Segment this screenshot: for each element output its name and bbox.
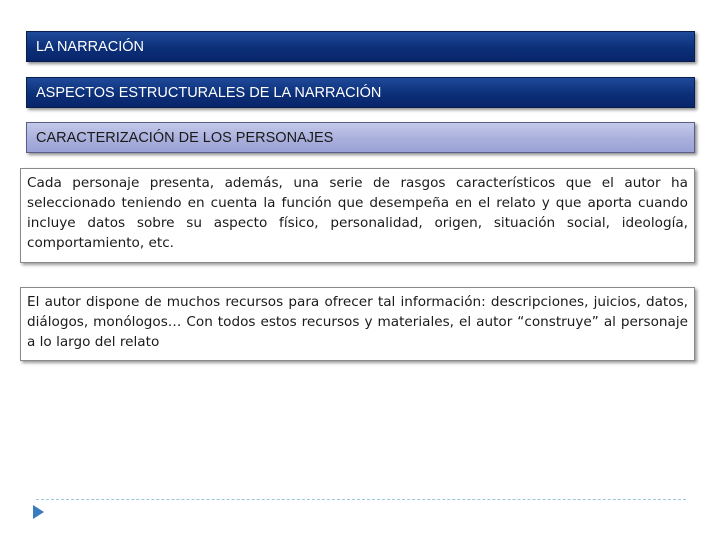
subtitle-band [26,77,695,108]
subtitle-text: ASPECTOS ESTRUCTURALES DE LA NARRACIÓN [36,84,382,101]
section-text: CARACTERIZACIÓN DE LOS PERSONAJES [36,129,334,146]
title-band [26,31,695,62]
title-text: LA NARRACIÓN [36,38,144,55]
paragraph-text-2: El autor dispone de muchos recursos para ofrecer tal información: descripciones, juicios, datos, diálogos, monólogos… Con todos estos recursos y materiales, el autor “construye” al personaje a lo largo del relato [27,294,688,350]
paragraph-box-2 [20,287,695,361]
play-arrow-icon [33,505,44,519]
paragraph-box-1 [20,168,695,263]
footer-divider [36,499,686,500]
paragraph-text-1: Cada personaje presenta, además, una serie de rasgos característicos que el autor ha seleccionado teniendo en cuenta la función que desempeña en el relato y que aporta cuando incluye datos sobre su aspecto físico, personalidad, origen, situación social, ideología, comportamiento, etc. [27,175,688,251]
section-band [26,122,695,153]
